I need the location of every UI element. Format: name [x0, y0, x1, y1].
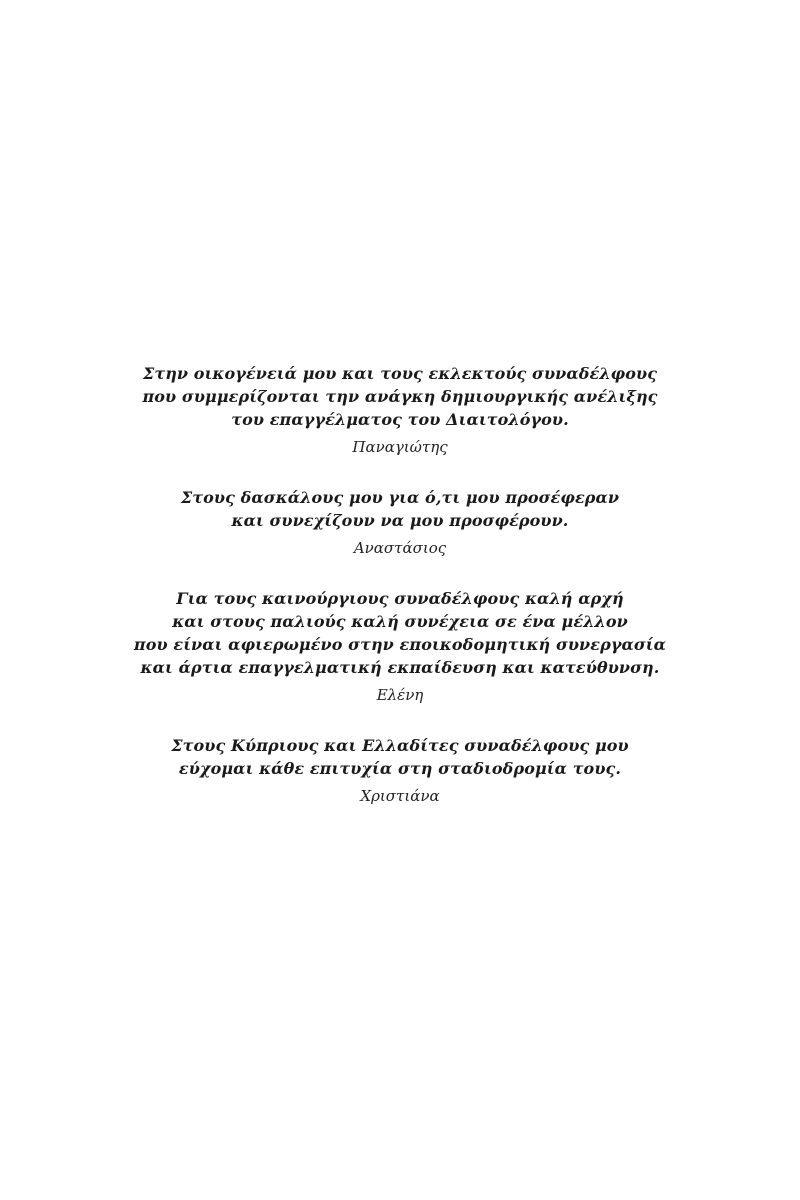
dedication-signature: Αναστάσιος — [353, 539, 447, 557]
dedication-anastasios — [0, 486, 800, 558]
dedication-line: εύχομαι κάθε επιτυχία στη σταδιοδρομία τους. — [178, 759, 622, 778]
dedication-line: και άρτια επαγγελματική εκπαίδευση και κατεύθυνση. — [140, 658, 660, 677]
dedication-line: που είναι αφιερωμένο στην εποικοδομητική συνεργασία — [133, 635, 667, 654]
dedication-line: Στους δασκάλους μου για ό,τι μου προσέφεραν — [180, 488, 620, 507]
dedication-line: Για τους καινούργιους συναδέλφους καλή αρχή — [176, 589, 624, 608]
dedication-line: Στην οικογένειά μου και τους εκλεκτούς συναδέλφους — [142, 364, 658, 383]
dedication-christiana — [0, 734, 800, 806]
dedication-eleni — [0, 587, 800, 705]
dedication-text — [0, 734, 800, 780]
dedication-line: και συνεχίζουν να μου προσφέρουν. — [231, 511, 569, 530]
dedication-line: και στους παλιούς καλή συνέχεια σε ένα μέλλον — [172, 612, 628, 631]
dedication-text — [0, 587, 800, 679]
dedication-text — [0, 486, 800, 532]
dedication-line: του επαγγέλματος του Διαιτολόγου. — [231, 410, 569, 429]
dedications-block — [0, 362, 800, 835]
dedication-panagiotis — [0, 362, 800, 457]
dedication-text — [0, 362, 800, 431]
dedication-signature: Παναγιώτης — [352, 438, 448, 456]
dedication-signature: Ελένη — [376, 686, 424, 704]
dedication-signature: Χριστιάνα — [360, 787, 440, 805]
dedication-line: που συμμερίζονται την ανάγκη δημιουργικής ανέλιξης — [142, 387, 658, 406]
dedication-line: Στους Κύπριους και Ελλαδίτες συναδέλφους μου — [171, 736, 629, 755]
